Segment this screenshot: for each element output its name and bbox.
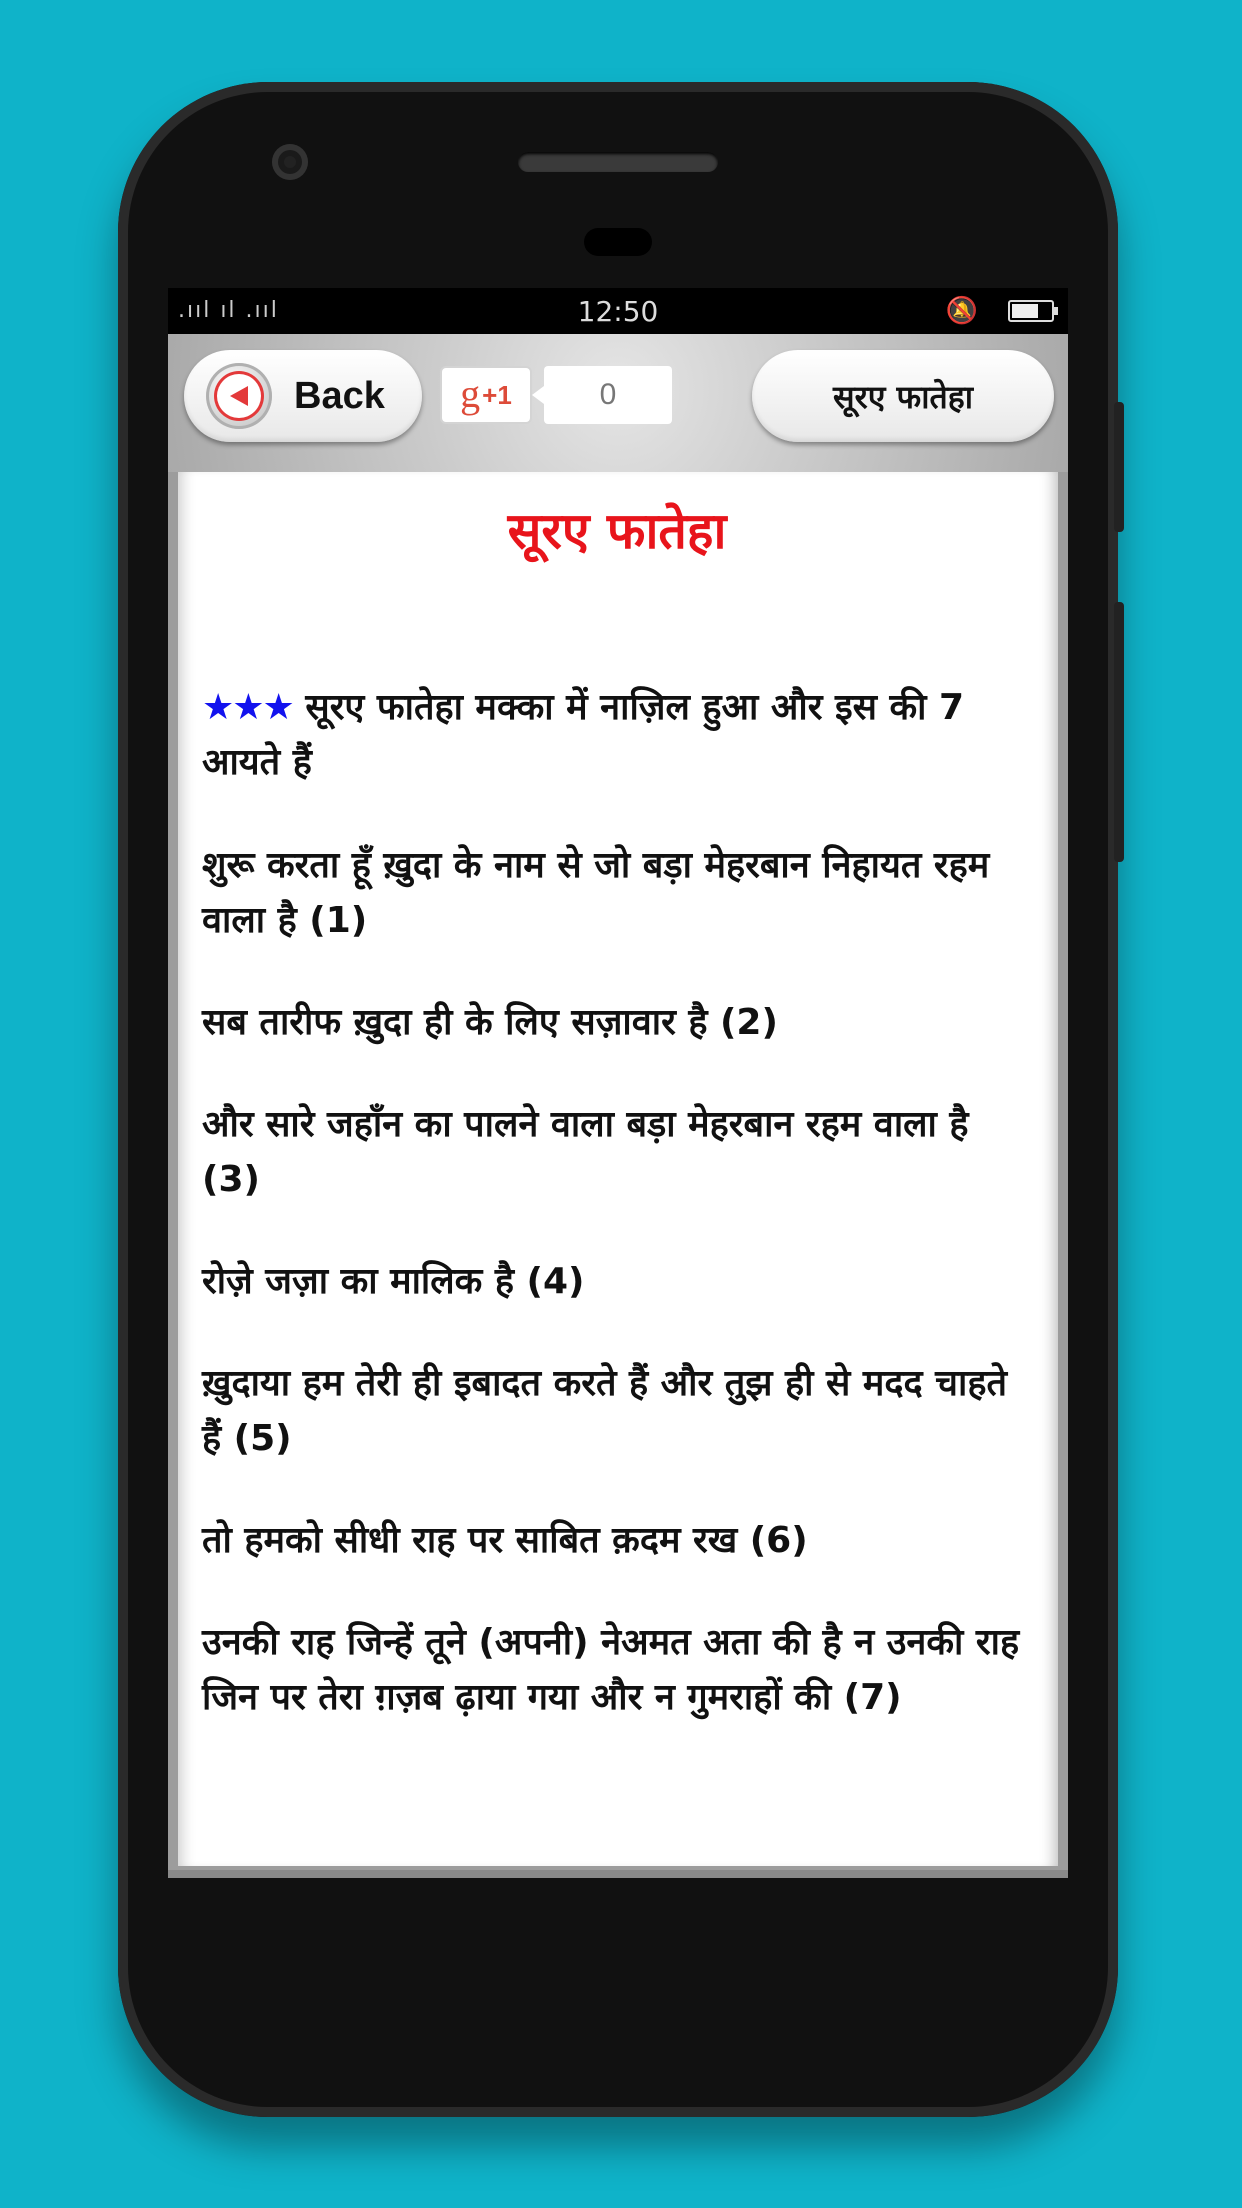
verse-1: शुरू करता हूँ ख़ुदा के नाम से जो बड़ा मेहरबान निहायत रहम वाला है (1) [202,845,990,941]
verse-3: और सारे जहाँन का पालने वाला बड़ा मेहरबान रहम वाला है (3) [202,1104,969,1200]
front-camera [272,144,308,180]
battery-icon [1008,300,1054,322]
verse-7: उनकी राह जिन्हें तूने (अपनी) नेअमत अता की है न उनकी राह जिन पर तेरा ग़ज़ब ढ़ाया गया और न गुमराहों की (7) [202,1622,1020,1718]
intro-text: सूरए फातेहा मक्का में नाज़िल हुआ और इस की 7 आयते हैं [202,687,965,783]
gplus-g: g [460,370,481,416]
earpiece-speaker [518,152,718,172]
proximity-sensor [584,228,652,256]
verse-2: सब तारीफ ख़ुदा ही के लिए सज़ावार है (2) [202,1002,778,1043]
power-button [1114,602,1124,862]
intro-paragraph [202,680,1032,790]
status-time: 12:50 [577,295,659,328]
toolbar [168,334,1068,472]
gplus-plus-one: +1 [482,379,512,410]
back-label: Back [294,374,385,417]
signal-icon: .ııl ıl .ııl [178,298,279,323]
verse-6: तो हमको सीधी राह पर साबित क़दम रख (6) [202,1520,808,1561]
surah-content [178,472,1058,1866]
back-arrow-icon [206,363,272,429]
content-bottom-edge [168,1870,1068,1878]
google-plus-one-button[interactable] [440,366,532,424]
volume-button [1114,402,1124,532]
verse-5: ख़ुदाया हम तेरी ही इबादत करते हैं और तुझ ही से मदद चाहते हैं (5) [202,1363,1007,1459]
plus-one-count: 0 [544,366,672,424]
surah-title-button[interactable]: सूरए फातेहा [752,350,1054,442]
app-screen [168,288,1068,1878]
status-bar [168,288,1068,334]
verse-4: रोज़े जज़ा का मालिक है (4) [202,1261,585,1302]
back-button[interactable] [184,350,422,442]
surah-heading: सूरए फातेहा [507,502,727,560]
bell-muted-icon: 🔕 [945,296,978,326]
stars-decoration: ★★★ [202,687,293,728]
